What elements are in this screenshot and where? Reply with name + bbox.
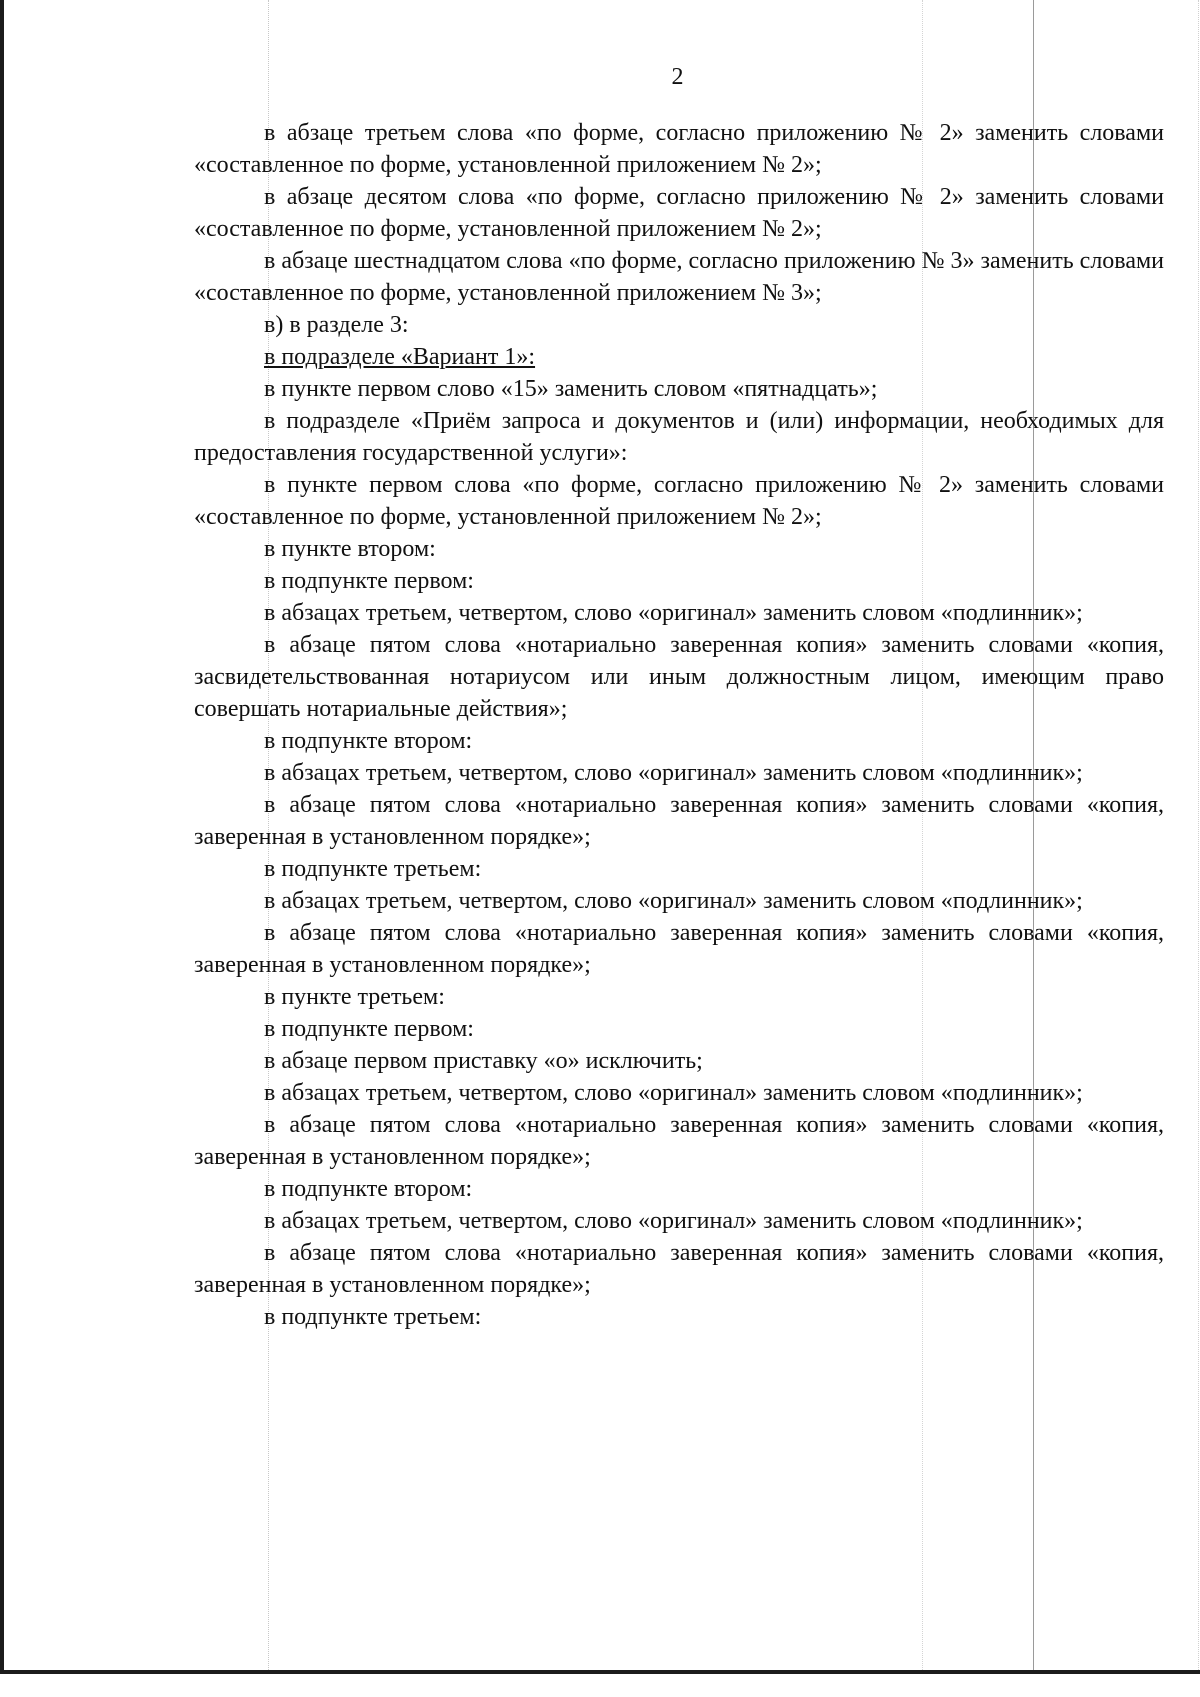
paragraph: в абзаце пятом слова «нотариально заверенная копия» заменить словами «копия, заверенная в установленном порядке»; — [194, 1240, 1164, 1298]
paragraph: в абзаце третьем слова «по форме, согласно приложению № 2» заменить словами «составленное по форме, установленной приложением № 2»; — [194, 120, 1164, 178]
paragraph: в подпункте третьем: — [264, 856, 482, 882]
paragraph: в подпункте втором: — [264, 728, 473, 754]
paragraph: в подпункте третьем: — [264, 1304, 482, 1330]
paragraph: в подпункте первом: — [264, 1016, 474, 1042]
paragraph: в абзацах третьем, четвертом, слово «оригинал» заменить словом «подлинник»; — [264, 888, 1083, 914]
document-body — [194, 117, 1164, 1333]
paragraph: в абзаце пятом слова «нотариально заверенная копия» заменить словами «копия, заверенная в установленном порядке»; — [194, 1112, 1164, 1170]
page-number: 2 — [671, 64, 684, 90]
paragraph: в пункте третьем: — [264, 984, 445, 1010]
paragraph: в абзацах третьем, четвертом, слово «оригинал» заменить словом «подлинник»; — [264, 1080, 1083, 1106]
scan-fold-line — [1198, 0, 1199, 1670]
paragraph: в подразделе «Приём запроса и документов и (или) информации, необходимых для предоставления государственной услуги»: — [194, 408, 1164, 466]
paragraph: в абзацах третьем, четвертом, слово «оригинал» заменить словом «подлинник»; — [264, 600, 1083, 626]
paragraph: в пункте первом слова «по форме, согласно приложению № 2» заменить словами «составленное по форме, установленной приложением № 2»; — [194, 472, 1164, 530]
paragraph: в абзаце десятом слова «по форме, согласно приложению № 2» заменить словами «составленное по форме, установленной приложением № 2»; — [194, 184, 1164, 242]
paragraph: в абзаце первом приставку «о» исключить; — [264, 1048, 703, 1074]
scan-edge-bottom — [0, 1670, 1200, 1674]
subsection-heading-text: в подразделе «Вариант 1»: — [264, 344, 536, 370]
paragraph: в абзацах третьем, четвертом, слово «оригинал» заменить словом «подлинник»; — [264, 760, 1083, 786]
paragraph: в абзаце пятом слова «нотариально заверенная копия» заменить словами «копия, заверенная в установленном порядке»; — [194, 920, 1164, 978]
paragraph: в подпункте первом: — [264, 568, 474, 594]
paragraph: в абзаце пятом слова «нотариально заверенная копия» заменить словами «копия, заверенная в установленном порядке»; — [194, 792, 1164, 850]
paragraph: в абзаце шестнадцатом слова «по форме, согласно приложению № 3» заменить словами «составленное по форме, установленной приложением № 3»; — [194, 248, 1164, 306]
paragraph: в абзаце пятом слова «нотариально заверенная копия» заменить словами «копия, засвидетельствованная нотариусом или иным должностным лицом, имеющим право совершать нотариальные действия»; — [194, 632, 1164, 722]
scan-edge-left — [0, 0, 4, 1674]
paragraph: в абзацах третьем, четвертом, слово «оригинал» заменить словом «подлинник»; — [264, 1208, 1083, 1234]
paragraph: в пункте первом слово «15» заменить словом «пятнадцать»; — [264, 376, 878, 402]
paragraph: в подпункте втором: — [264, 1176, 473, 1202]
subsection-heading — [194, 341, 1164, 373]
paragraph: в) в разделе 3: — [264, 312, 409, 338]
paragraph: в пункте втором: — [264, 536, 436, 562]
